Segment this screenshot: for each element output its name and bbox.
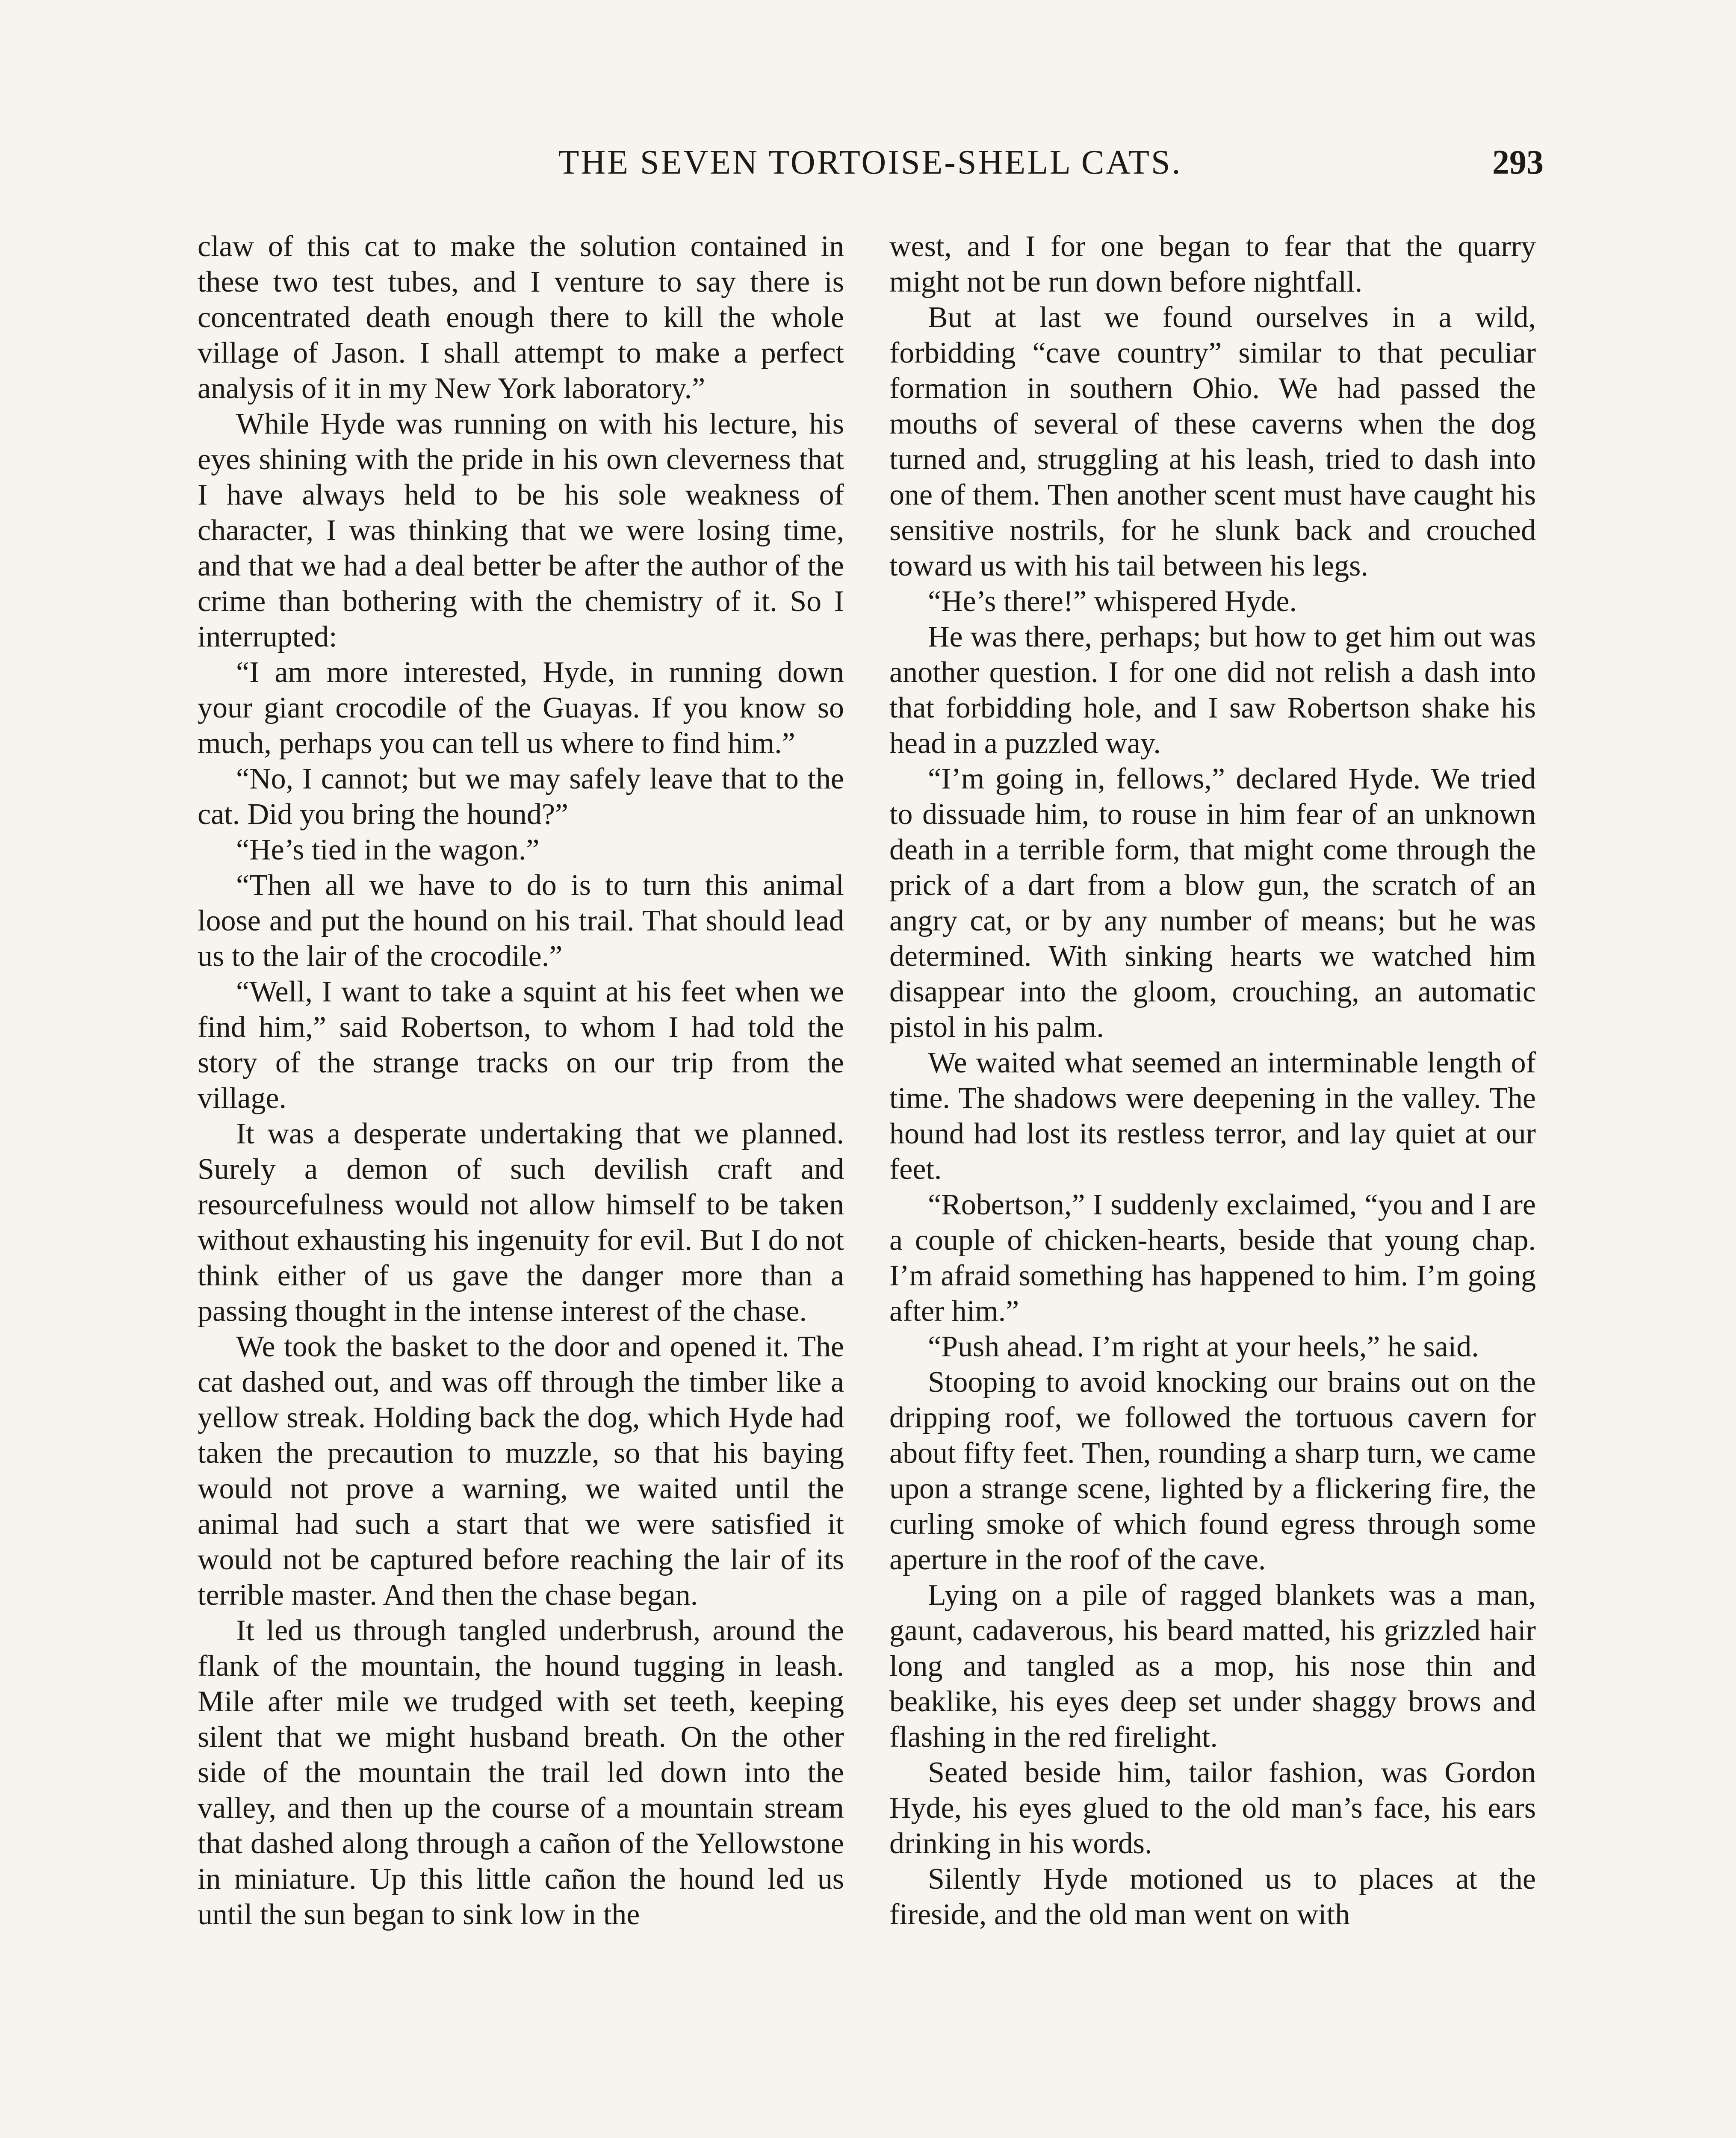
paragraph: Silently Hyde motioned us to places at the fireside, and the old man went on with xyxy=(889,1863,1536,1931)
page-header xyxy=(197,137,1544,188)
paragraph: “Push ahead. I’m right at your heels,” he said. xyxy=(928,1330,1479,1363)
paragraph: Stooping to avoid knocking our brains out on the dripping roof, we followed the tortuous cavern for about fifty feet. Then, rounding a sharp turn, we came upon a strange scene, lighted by a flickering fire, the curling smoke of which found egress through some aperture in the roof of the cave. xyxy=(889,1366,1536,1576)
paragraph: “I’m going in, fellows,” declared Hyde. We tried to dissuade him, to rouse in him fear of an unknown death in a terrible form, that might come through the prick of a dart from a blow gun, the scratch of an angry cat, or by any number of means; but he was determined. With sinking hearts we watched him disappear into the gloom, crouching, an automatic pistol in his palm. xyxy=(889,762,1536,1044)
paragraph: “No, I cannot; but we may safely leave that to the cat. Did you bring the hound?” xyxy=(198,762,844,831)
paragraph: “He’s tied in the wagon.” xyxy=(236,833,540,866)
paragraph: But at last we found ourselves in a wild, forbidding “cave country” similar to that peculiar formation in southern Ohio. We had passed the mouths of several of these caverns when the dog turned and, struggling at his leash, tried to dash into one of them. Then another scent must have caught his sensitive nostrils, for he slunk back and crouched toward us with his tail between his legs. xyxy=(889,301,1536,582)
running-title: THE SEVEN TORTOISE-SHELL CATS. xyxy=(558,144,1182,181)
paragraph: Lying on a pile of ragged blankets was a man, gaunt, cadaverous, his beard matted, his grizzled hair long and tangled as a mop, his nose thin and beaklike, his eyes deep set under shaggy brows and flashing in the red firelight. xyxy=(889,1579,1536,1754)
paragraph: west, and I for one began to fear that the quarry might not be run down before nightfall. xyxy=(889,230,1536,298)
paragraph: We waited what seemed an interminable length of time. The shadows were deepening in the valley. The hound had lost its restless terror, and lay quiet at our feet. xyxy=(889,1046,1536,1186)
paragraph: It led us through tangled underbrush, around the flank of the mountain, the hound tugging in leash. Mile after mile we trudged with set teeth, keeping silent that we might husband breath. On the other side of the mountain the trail led down into the valley, and then up the course of a mountain stream that dashed along through a cañon of the Yellowstone in miniature. Up this little cañon the hound led us until the sun began to sink low in the xyxy=(198,1614,844,1931)
paragraph: While Hyde was running on with his lecture, his eyes shining with the pride in his own cleverness that I have always held to be his sole weakness of character, I was thinking that we were losing time, and that we had a deal better be after the author of the crime than bothering with the chemistry of it. So I interrupted: xyxy=(198,408,844,653)
paragraph: “Then all we have to do is to turn this animal loose and put the hound on his trail. That should lead us to the lair of the crocodile.” xyxy=(198,869,844,973)
paragraph: “Robertson,” I suddenly exclaimed, “you and I are a couple of chicken-hearts, beside that young chap. I’m afraid something has happened to him. I’m going after him.” xyxy=(889,1188,1536,1328)
paragraph: “He’s there!” whispered Hyde. xyxy=(928,585,1297,618)
paragraph: claw of this cat to make the solution contained in these two test tubes, and I venture to say there is concentrated death enough there to kill the whole village of Jason. I shall attempt to make a perfect analysis of it in my New York laboratory.” xyxy=(198,230,844,405)
text-column-right xyxy=(889,229,1536,1932)
paragraph: “I am more interested, Hyde, in running down your giant crocodile of the Guayas. If you know so much, perhaps you can tell us where to find him.” xyxy=(198,656,844,760)
paragraph: We took the basket to the door and opened it. The cat dashed out, and was off through the timber like a yellow streak. Holding back the dog, which Hyde had taken the precaution to muzzle, so that his baying would not prove a warning, we waited until the animal had such a start that we were satisfied it would not be captured before reaching the lair of its terrible master. And then the chase began. xyxy=(198,1330,844,1612)
paragraph: Seated beside him, tailor fashion, was Gordon Hyde, his eyes glued to the old man’s face, his ears drinking in his words. xyxy=(889,1756,1536,1860)
paragraph: “Well, I want to take a squint at his feet when we find him,” said Robertson, to whom I had told the story of the strange tracks on our trip from the village. xyxy=(198,975,844,1115)
paragraph: He was there, perhaps; but how to get him out was another question. I for one did not relish a dash into that forbidding hole, and I saw Robertson shake his head in a puzzled way. xyxy=(889,620,1536,760)
page-number: 293 xyxy=(1492,144,1544,181)
text-column-left xyxy=(198,229,844,1932)
paragraph: It was a desperate undertaking that we planned. Surely a demon of such devilish craft and resourcefulness would not allow himself to be taken without exhausting his ingenuity for evil. But I do not think either of us gave the danger more than a passing thought in the intense interest of the chase. xyxy=(198,1117,844,1328)
